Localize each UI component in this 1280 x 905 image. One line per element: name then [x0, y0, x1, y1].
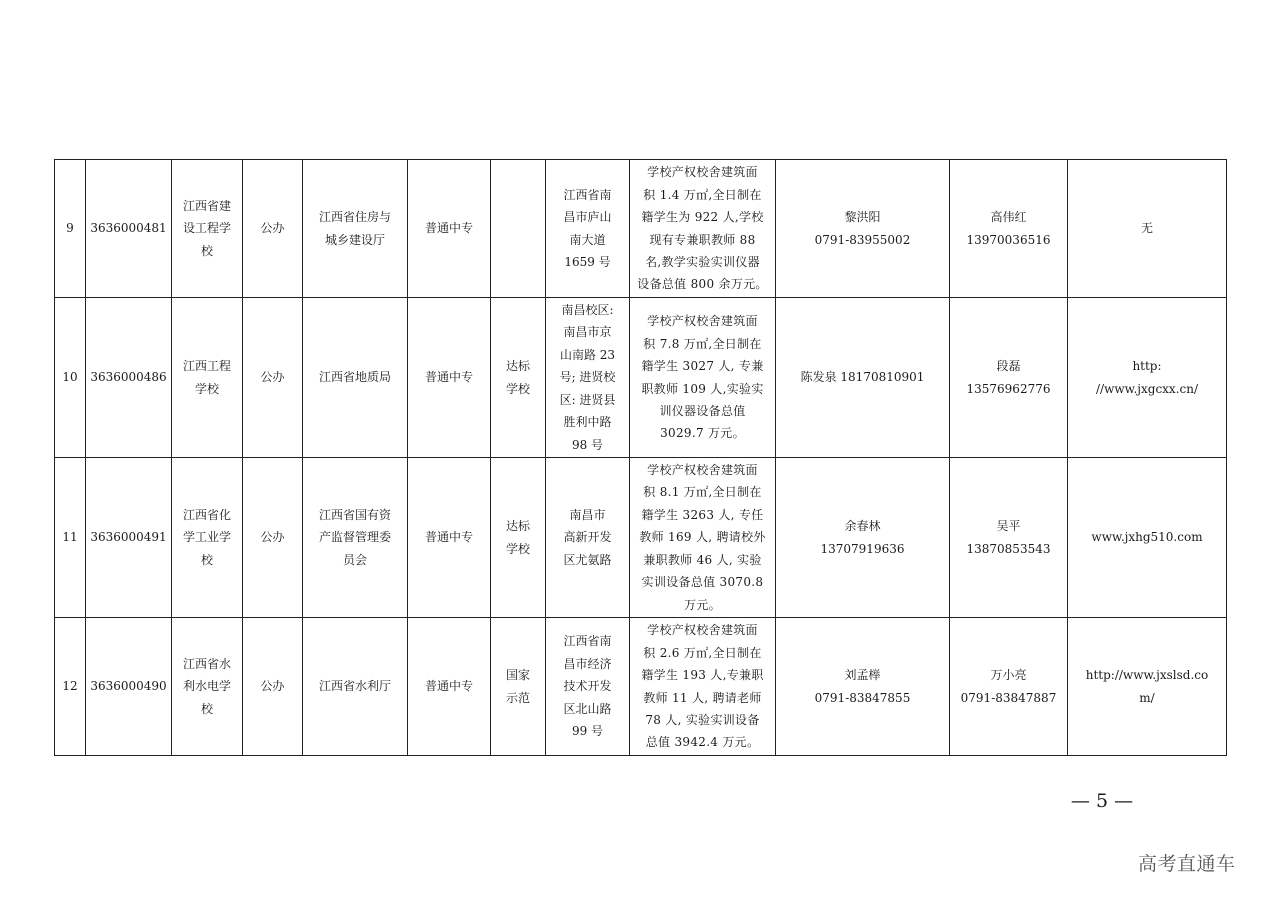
- website-cell: [1068, 160, 1227, 298]
- address-cell: [546, 160, 630, 298]
- contact-secondary-line: 吴平: [996, 519, 1021, 534]
- contact-secondary-line: 段磊: [996, 359, 1021, 374]
- contact-person-cell: [776, 298, 950, 458]
- contact-person-line: 陈发泉 18170810901: [800, 370, 925, 385]
- contact-person-line: 0791-83955002: [814, 232, 911, 247]
- row-number-cell: 9: [55, 160, 86, 298]
- facility-line: 78 人, 实验实训设备: [645, 712, 760, 727]
- facility-line: 设备总值 800 余万元。: [637, 277, 768, 292]
- school-name-line: 江西省水: [182, 656, 231, 671]
- authority-line: 江西省国有资: [318, 507, 391, 522]
- school-status-line: 国家: [505, 668, 530, 683]
- contact-person-line: 黎洪阳: [844, 210, 881, 225]
- school-name-line: 学工业学: [182, 530, 231, 545]
- address-line: 区: 进贤县: [559, 392, 616, 407]
- school-type-cell: 公办: [243, 160, 303, 298]
- facility-line: 籍学生 3263 人, 专任: [641, 507, 764, 522]
- school-type-cell: 公办: [243, 298, 303, 458]
- school-status-line: 学校: [505, 381, 530, 396]
- school-status-cell: [491, 160, 546, 298]
- contact-secondary-line: 0791-83847887: [960, 690, 1057, 705]
- address-line: 区北山路: [563, 701, 612, 716]
- address-line: 98 号: [571, 437, 604, 452]
- school-name-line: 江西工程: [182, 359, 231, 374]
- address-line: 南昌市京: [563, 325, 612, 340]
- contact-secondary-cell: [950, 160, 1068, 298]
- address-line: 区尤氨路: [563, 552, 612, 567]
- contact-person-line: 刘孟榉: [844, 668, 881, 683]
- website-line: m/: [1139, 690, 1155, 705]
- authority-cell: [303, 458, 408, 618]
- authority-line: 江西省地质局: [318, 370, 391, 385]
- facility-line: 总值 3942.4 万元。: [645, 735, 760, 750]
- school-status-cell: [491, 298, 546, 458]
- row-number-cell: 11: [55, 458, 86, 618]
- authority-line: 江西省住房与: [318, 210, 391, 225]
- school-status-line: 达标: [505, 359, 530, 374]
- address-line: 昌市经济: [563, 656, 612, 671]
- facility-line: 学校产权校舍建筑面: [647, 623, 758, 638]
- contact-person-line: 13707919636: [820, 541, 905, 556]
- school-code-cell: 3636000491: [86, 458, 172, 618]
- school-status-cell: [491, 458, 546, 618]
- website-line: http://www.jxslsd.co: [1085, 668, 1209, 683]
- school-name-cell: [172, 160, 243, 298]
- address-line: 南昌市: [569, 507, 606, 522]
- table-row: [55, 298, 1227, 458]
- address-line: 99 号: [571, 724, 604, 739]
- school-status-line: 达标: [505, 519, 530, 534]
- school-level-cell: 普通中专: [408, 160, 491, 298]
- school-name-line: 江西省化: [182, 507, 231, 522]
- school-code-cell: 3636000486: [86, 298, 172, 458]
- address-line: 南大道: [569, 232, 606, 247]
- address-line: 昌市庐山: [563, 210, 612, 225]
- contact-secondary-line: 万小亮: [990, 668, 1027, 683]
- facility-line: 籍学生 193 人,专兼职: [641, 668, 764, 683]
- facility-line: 现有专兼职教师 88: [649, 232, 756, 247]
- contact-secondary-line: 高伟红: [990, 210, 1027, 225]
- school-level-cell: 普通中专: [408, 458, 491, 618]
- address-line: 1659 号: [564, 254, 611, 269]
- facility-line: 职教师 109 人,实验实: [641, 381, 764, 396]
- authority-line: 产监督管理委: [318, 530, 391, 545]
- authority-cell: [303, 618, 408, 756]
- contact-person-line: 0791-83847855: [814, 690, 911, 705]
- school-code-cell: 3636000490: [86, 618, 172, 756]
- contact-person-cell: [776, 458, 950, 618]
- school-name-line: 校: [200, 552, 213, 567]
- facility-line: 名,教学实验实训仪器: [645, 254, 760, 269]
- facility-line: 兼职教师 46 人, 实验: [643, 552, 762, 567]
- school-name-line: 江西省建: [182, 198, 231, 213]
- table-body: [55, 160, 1227, 756]
- facility-line: 积 2.6 万㎡,全日制在: [643, 645, 762, 660]
- school-name-line: 校: [200, 243, 213, 258]
- school-name-cell: [172, 458, 243, 618]
- facility-line: 学校产权校舍建筑面: [647, 314, 758, 329]
- table-row: [55, 618, 1227, 756]
- school-status-cell: [491, 618, 546, 756]
- facility-line: 学校产权校舍建筑面: [647, 463, 758, 478]
- school-level-cell: 普通中专: [408, 618, 491, 756]
- contact-person-cell: [776, 160, 950, 298]
- facility-line: 学校产权校舍建筑面: [647, 165, 758, 180]
- facility-line: 3029.7 万元。: [660, 426, 745, 441]
- facility-cell: [630, 160, 776, 298]
- facility-line: 籍学生 3027 人, 专兼: [641, 359, 764, 374]
- website-cell: [1068, 458, 1227, 618]
- school-name-cell: [172, 298, 243, 458]
- facility-cell: [630, 298, 776, 458]
- facility-line: 积 8.1 万㎡,全日制在: [643, 485, 762, 500]
- facility-cell: [630, 458, 776, 618]
- school-name-line: 校: [200, 701, 213, 716]
- school-name-cell: [172, 618, 243, 756]
- address-line: 技术开发: [563, 679, 612, 694]
- school-info-table: [54, 159, 1227, 756]
- school-level-cell: 普通中专: [408, 298, 491, 458]
- contact-secondary-line: 13870853543: [966, 541, 1051, 556]
- school-status-line: 学校: [505, 541, 530, 556]
- authority-cell: [303, 160, 408, 298]
- school-status-line: 示范: [505, 690, 530, 705]
- contact-secondary-cell: [950, 298, 1068, 458]
- address-line: 江西省南: [563, 634, 612, 649]
- facility-line: 万元。: [684, 597, 721, 612]
- authority-line: 城乡建设厅: [324, 232, 385, 247]
- website-line: www.jxhg510.com: [1091, 530, 1203, 545]
- contact-secondary-line: 13970036516: [966, 232, 1051, 247]
- contact-person-line: 余春林: [844, 519, 881, 534]
- facility-line: 实训设备总值 3070.8: [641, 575, 764, 590]
- table-row: [55, 160, 1227, 298]
- contact-secondary-cell: [950, 458, 1068, 618]
- website-line: //www.jxgcxx.cn/: [1095, 381, 1199, 396]
- row-number-cell: 12: [55, 618, 86, 756]
- contact-secondary-line: 13576962776: [966, 381, 1051, 396]
- address-cell: [546, 298, 630, 458]
- website-line: 无: [1140, 221, 1153, 236]
- address-line: 胜利中路: [563, 415, 612, 430]
- address-cell: [546, 618, 630, 756]
- authority-line: 江西省水利厅: [318, 679, 391, 694]
- authority-line: 员会: [342, 552, 367, 567]
- school-type-cell: 公办: [243, 458, 303, 618]
- watermark-logo-text: 高考直通车: [1138, 853, 1236, 875]
- address-line: 高新开发: [563, 530, 612, 545]
- school-code-cell: 3636000481: [86, 160, 172, 298]
- contact-person-cell: [776, 618, 950, 756]
- school-name-line: 学校: [194, 381, 219, 396]
- address-line: 号; 进贤校: [559, 370, 616, 385]
- facility-line: 籍学生为 922 人,学校: [641, 210, 764, 225]
- row-number-cell: 10: [55, 298, 86, 458]
- contact-secondary-cell: [950, 618, 1068, 756]
- school-name-line: 利水电学: [182, 679, 231, 694]
- website-line: http:: [1132, 359, 1162, 374]
- table-row: [55, 458, 1227, 618]
- facility-line: 积 1.4 万㎡,全日制在: [643, 187, 762, 202]
- address-line: 南昌校区:: [561, 303, 614, 318]
- school-type-cell: 公办: [243, 618, 303, 756]
- facility-line: 积 7.8 万㎡,全日制在: [643, 336, 762, 351]
- website-cell: [1068, 298, 1227, 458]
- address-line: 江西省南: [563, 187, 612, 202]
- facility-cell: [630, 618, 776, 756]
- address-line: 山南路 23: [559, 347, 616, 362]
- facility-line: 训仪器设备总值: [659, 403, 746, 418]
- school-name-line: 设工程学: [182, 221, 231, 236]
- facility-line: 教师 169 人, 聘请校外: [639, 530, 766, 545]
- facility-line: 教师 11 人, 聘请老师: [643, 690, 762, 705]
- address-cell: [546, 458, 630, 618]
- website-cell: [1068, 618, 1227, 756]
- page-number: — 5 —: [1070, 790, 1134, 812]
- authority-cell: [303, 298, 408, 458]
